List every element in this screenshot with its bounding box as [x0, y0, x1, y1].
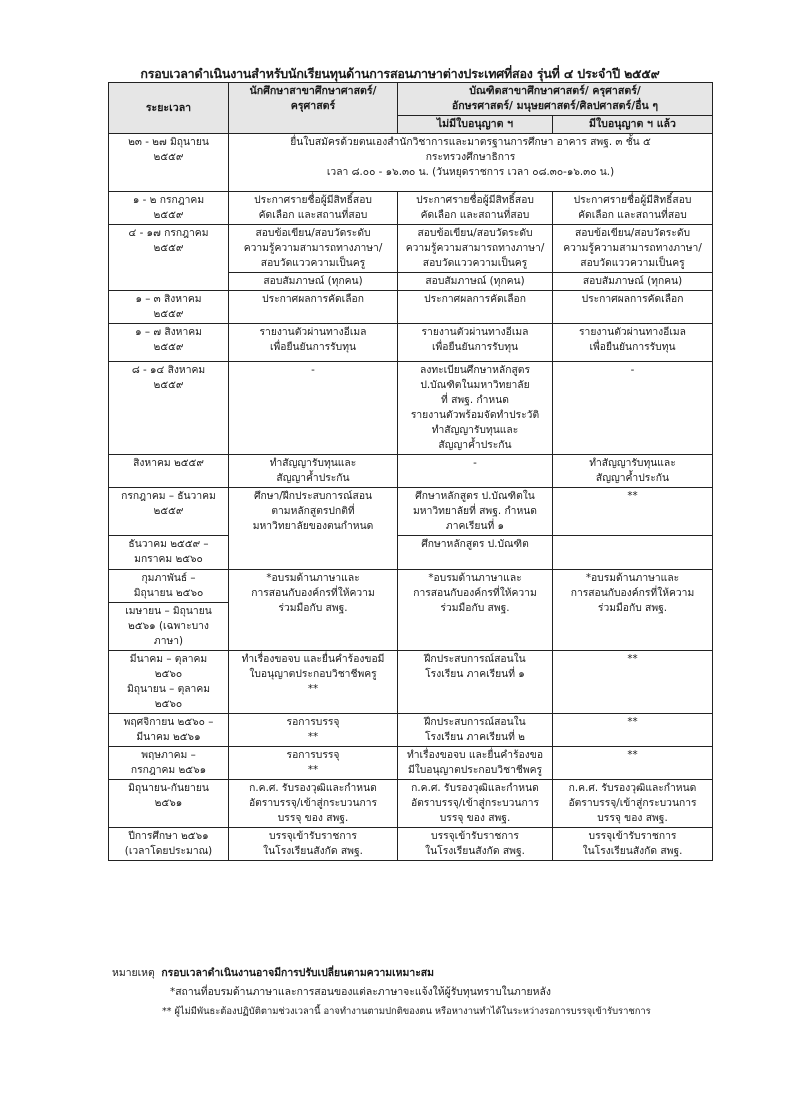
has-license-cell: [553, 192, 713, 225]
cell-text-line: ร่วมมือกับ สพฐ.: [278, 602, 348, 614]
cell-text-line: *อบรมด้านภาษาและ: [585, 572, 680, 584]
cell-text-line: ร่วมมือกับ สพฐ.: [440, 602, 510, 614]
cell-text-line: รายงานตัวผ่านทางอีเมล: [421, 326, 529, 338]
cell-text-line: ฝึกประสบการณ์สอนใน: [424, 653, 526, 665]
has-license-cell: **: [553, 747, 713, 780]
cell-text-line: ในโรงเรียนสังกัด สพฐ.: [263, 845, 363, 857]
cell-text-line: ร่วมมือกับ สพฐ.: [597, 602, 668, 614]
cell-text-line: บรรจุเข้ารับราชการ: [588, 830, 677, 842]
period-cell: [109, 747, 229, 780]
student-cell: [229, 651, 398, 714]
cell-text-line: เวลา ๘.๐๐ - ๑๖.๓๐ น. (วันหยุดราชการ เวลา ๐๘.๓๐-๑๖.๓๐ น.): [326, 166, 615, 178]
cell-text-line: **: [307, 731, 319, 743]
cell-text-line: ยื่นใบสมัครด้วยตนเองสำนักวิชาการและมาตรฐานการศึกษา อาคาร สพฐ. ๓ ชั้น ๕: [290, 136, 651, 148]
cell-text-line: ธันวาคม ๒๕๕๙ –: [128, 538, 209, 550]
student-cell: ประกาศผลการคัดเลือก: [229, 291, 398, 324]
cell-text-line: บัณฑิตสาขาศึกษาศาสตร์/ ครุศาสตร์/: [469, 85, 641, 97]
table-row: [109, 225, 713, 273]
cell-text-line: สอบวัดแววความเป็นครู: [580, 257, 685, 269]
period-cell: [109, 488, 229, 536]
cell-text-line: บรรจุ ของ สพฐ.: [597, 812, 668, 824]
cell-text-line: ป.บัณฑิตในมหาวิทยาลัย: [420, 379, 530, 391]
cell-text-line: *อบรมด้านภาษาและ: [266, 572, 360, 584]
cell-text-line: อัตราบรรจุ/เข้าสู่กระบวนการ: [410, 797, 540, 809]
student-cell: [229, 747, 398, 780]
header-students: [229, 83, 398, 134]
cell-text-line: ความรู้ความสามารถทางภาษา/: [563, 242, 702, 254]
header-graduates: [398, 83, 713, 116]
no-license-cell: [398, 225, 553, 273]
period-cell: [109, 828, 229, 861]
table-row: [109, 362, 713, 455]
table-row: [109, 747, 713, 780]
cell-text-line: ลงทะเบียนศึกษาหลักสูตร: [420, 364, 530, 376]
cell-text-line: ๒๕๕๙: [153, 308, 184, 320]
cell-text-line: ๒๕๕๙: [153, 379, 184, 391]
cell-text-line: รายงานตัวพร้อมจัดทำประวัติ: [410, 409, 540, 421]
cell-text-line: ทำเรื่องขอจบ และยื่นคำร้องขอ: [406, 749, 544, 761]
cell-text-line: ฝึกประสบการณ์สอนใน: [424, 716, 526, 728]
student-cell: [229, 324, 398, 362]
student-cell: [229, 192, 398, 225]
student-cell: [229, 780, 398, 828]
table-row: [109, 134, 713, 192]
cell-text-line: ๒๕๖๑ (เฉพาะบาง: [128, 620, 209, 632]
has-license-cell: [553, 324, 713, 362]
cell-text-line: ภาคเรียนที่ ๑: [445, 520, 505, 532]
notes-main: กรอบเวลาดำเนินงานอาจมีการปรับเปลี่ยนตามความเหมาะสม: [161, 967, 434, 979]
cell-text-line: ๒๓ - ๒๗ มิถุนายน: [128, 136, 209, 148]
cell-text-line: มิถุนายน – ตุลาคม: [126, 683, 211, 695]
student-cell: -: [229, 362, 398, 455]
cell-text-line: เพื่อยืนยันการรับทุน: [269, 341, 357, 353]
cell-text-line: ๒๕๖๑: [154, 797, 183, 809]
period-cell: [109, 536, 229, 570]
period-cell: [109, 324, 229, 362]
has-license-cell: [553, 780, 713, 828]
cell-text-line: โรงเรียน ภาคเรียนที่ ๒: [425, 731, 525, 743]
period-cell: [109, 570, 229, 603]
cell-text-line: อัตราบรรจุ/เข้าสู่กระบวนการ: [568, 797, 697, 809]
cell-text-line: มีนาคม – ตุลาคม: [129, 653, 208, 665]
cell-text-line: ครุศาสตร์: [290, 100, 336, 112]
cell-text-line: ภาษา): [153, 635, 184, 647]
schedule-table: [108, 82, 713, 861]
table-row: [109, 828, 713, 861]
cell-text-line: การสอนกับองค์กรที่ให้ความ: [570, 587, 695, 599]
has-license-cell: [553, 570, 713, 651]
cell-text-line: สอบวัดแววความเป็นครู: [422, 257, 528, 269]
merged-cell: [229, 134, 713, 192]
cell-text-line: ๑ – ๓ สิงหาคม: [135, 293, 202, 305]
cell-text-line: มหาวิทยาลัยของตนกำหนด: [252, 520, 374, 532]
cell-text-line: บรรจุ ของ สพฐ.: [439, 812, 511, 824]
table-row: [109, 651, 713, 714]
cell-text-line: **: [307, 764, 319, 776]
table-row: [109, 455, 713, 488]
period-cell: [109, 134, 229, 192]
cell-text-line: ๒๕๕๙: [153, 209, 184, 221]
cell-text-line: สอบข้อเขียน/สอบวัดระดับ: [255, 227, 371, 239]
period-cell: [109, 192, 229, 225]
cell-text-line: ที่ สพฐ. กำหนด: [441, 394, 509, 406]
cell-text-line: กรกฎาคม ๒๕๖๑: [130, 764, 207, 776]
no-license-cell: [398, 362, 553, 455]
cell-text-line: อัตราบรรจุ/เข้าสู่กระบวนการ: [248, 797, 378, 809]
has-license-cell: **: [553, 488, 713, 536]
cell-text-line: เมษายน – มิถุนายน: [125, 605, 212, 617]
cell-text-line: ความรู้ความสามารถทางภาษา/: [405, 242, 545, 254]
table-row: [109, 488, 713, 536]
cell-text-line: ทำสัญญารับทุนและ: [431, 424, 519, 436]
cell-text-line: สัญญาค้ำประกัน: [438, 439, 512, 451]
cell-text-line: สอบวัดแววความเป็นครู: [260, 257, 366, 269]
cell-text-line: ทำสัญญารับทุนและ: [589, 457, 676, 469]
cell-text-line: โรงเรียน ภาคเรียนที่ ๑: [425, 668, 525, 680]
cell-text-line: มีใบอนุญาตประกอบวิชาชีพครู: [407, 764, 543, 776]
cell-text-line: **: [307, 683, 319, 695]
cell-text-line: รอการบรรจุ: [286, 716, 340, 728]
cell-text-line: การสอนกับองค์กรที่ให้ความ: [251, 587, 375, 599]
student-cell: [229, 488, 398, 570]
cell-text-line: การสอนกับองค์กรที่ให้ความ: [413, 587, 537, 599]
cell-text-line: รายงานตัวผ่านทางอีเมล: [579, 326, 686, 338]
table-row: [109, 714, 713, 747]
period-cell: [109, 714, 229, 747]
period-cell: [109, 362, 229, 455]
cell-text-line: ๒๕๕๙: [153, 151, 184, 163]
cell-text-line: (เวลาโดยประมาณ): [124, 845, 213, 857]
cell-text-line: บรรจุเข้ารับราชการ: [431, 830, 519, 842]
cell-text-line: คัดเลือก และสถานที่สอบ: [578, 209, 687, 221]
has-license-cell: **: [553, 651, 713, 714]
has-license-cell: [553, 225, 713, 273]
cell-text-line: ความรู้ความสามารถทางภาษา/: [243, 242, 383, 254]
cell-text-line: กุมภาพันธ์ –: [141, 572, 196, 584]
cell-text-line: ศึกษา/ฝึกประสบการณ์สอน: [253, 490, 373, 502]
cell-text-line: พฤศจิกายน ๒๕๖๐ –: [123, 716, 214, 728]
cell-text-line: บรรจุ ของ สพฐ.: [277, 812, 349, 824]
cell-text-line: ในโรงเรียนสังกัด สพฐ.: [582, 845, 683, 857]
notes-label: หมายเหตุ: [112, 967, 155, 979]
has-license-cell: [553, 828, 713, 861]
cell-text-line: คัดเลือก และสถานที่สอบ: [420, 209, 530, 221]
cell-text-line: สัญญาค้ำประกัน: [276, 472, 350, 484]
student-cell: สอบสัมภาษณ์ (ทุกคน): [229, 273, 398, 291]
no-license-cell: ประกาศผลการคัดเลือก: [398, 291, 553, 324]
student-cell: [229, 570, 398, 651]
cell-text-line: ๒๕๖๐: [154, 668, 183, 680]
header-no-license: ไม่มีใบอนุญาต ฯ: [398, 116, 553, 134]
note-star1: *สถานที่อบรมด้านภาษาและการสอนของแต่ละภาษาจะแจ้งให้ผู้รับทุนทราบในภายหลัง: [170, 986, 551, 998]
cell-text-line: สัญญาค้ำประกัน: [595, 472, 670, 484]
cell-text-line: สอบข้อเขียน/สอบวัดระดับ: [417, 227, 533, 239]
cell-text-line: ใบอนุญาตประกอบวิชาชีพครู: [249, 668, 377, 680]
table-row: [109, 536, 713, 570]
cell-text-line: ประกาศรายชื่อผู้มีสิทธิ์สอบ: [416, 194, 534, 206]
has-license-cell: -: [553, 362, 713, 455]
no-license-cell: [398, 651, 553, 714]
cell-text-line: ๑ – ๗ สิงหาคม: [135, 326, 202, 338]
cell-text-line: กรกฎาคม – ธันวาคม: [121, 490, 216, 502]
period-cell: [109, 651, 229, 714]
no-license-cell: -: [398, 455, 553, 488]
table-row: [109, 291, 713, 324]
cell-text-line: ๘ - ๑๔ สิงหาคม: [131, 364, 206, 376]
cell-text-line: ในโรงเรียนสังกัด สพฐ.: [425, 845, 525, 857]
cell-text-line: มกราคม ๒๕๖๐: [134, 553, 203, 565]
cell-text-line: ทำสัญญารับทุนและ: [269, 457, 357, 469]
cell-text-line: กระทรวงศึกษาธิการ: [425, 151, 516, 163]
has-license-cell: [553, 455, 713, 488]
has-license-cell: [553, 536, 713, 570]
cell-text-line: รายงานตัวผ่านทางอีเมล: [259, 326, 367, 338]
schedule-body: [109, 134, 713, 861]
no-license-cell: [398, 714, 553, 747]
cell-text-line: มีนาคม ๒๕๖๑: [136, 731, 201, 743]
notes-section: [112, 964, 651, 1017]
header-period: ระยะเวลา: [109, 83, 229, 134]
table-row: [109, 324, 713, 362]
cell-text-line: เพื่อยืนยันการรับทุน: [431, 341, 519, 353]
cell-text-line: ประกาศรายชื่อผู้มีสิทธิ์สอบ: [573, 194, 692, 206]
no-license-cell: [398, 192, 553, 225]
document-title: กรอบเวลาดำเนินงานสำหรับนักเรียนทุนด้านการสอนภาษาต่างประเทศที่สอง รุ่นที่ ๔ ประจำปี ๒๕๕๙: [140, 66, 660, 81]
table-row: [109, 570, 713, 603]
cell-text-line: ทำเรื่องขอจบ และยื่นคำร้องขอมี: [241, 653, 385, 665]
cell-text-line: รอการบรรจุ: [286, 749, 340, 761]
cell-text-line: ตามหลักสูตรปกติที่: [271, 505, 355, 517]
no-license-cell: สอบสัมภาษณ์ (ทุกคน): [398, 273, 553, 291]
cell-text-line: คัดเลือก และสถานที่สอบ: [258, 209, 368, 221]
note-star2: ** ผู้ไม่มีพันธะต้องปฏิบัติตามช่วงเวลานี้ อาจทำงานตามปกติของตน หรือหางานทำได้ในระหว่างรอการบรรจุเข้ารับราชการ: [162, 1006, 651, 1017]
no-license-cell: ศึกษาหลักสูตร ป.บัณฑิต: [398, 536, 553, 570]
student-cell: [229, 225, 398, 273]
cell-text-line: ก.ค.ศ. รับรองวุฒิและกำหนด: [411, 782, 539, 794]
period-cell: สิงหาคม ๒๕๕๙: [109, 455, 229, 488]
cell-text-line: มิถุนายน-กันยายน: [128, 782, 209, 794]
no-license-cell: [398, 828, 553, 861]
cell-text-line: พฤษภาคม –: [141, 749, 196, 761]
period-cell: [109, 291, 229, 324]
cell-text-line: บรรจุเข้ารับราชการ: [269, 830, 357, 842]
no-license-cell: [398, 324, 553, 362]
student-cell: [229, 828, 398, 861]
cell-text-line: *อบรมด้านภาษาและ: [428, 572, 522, 584]
student-cell: [229, 455, 398, 488]
cell-text-line: ๔ - ๑๗ กรกฎาคม: [128, 227, 209, 239]
header-has-license: มีใบอนุญาต ฯ แล้ว: [553, 116, 713, 134]
period-cell: [109, 780, 229, 828]
cell-text-line: เพื่อยืนยันการรับทุน: [589, 341, 676, 353]
cell-text-line: ปีการศึกษา ๒๕๖๑: [128, 830, 209, 842]
cell-text-line: ๒๕๖๐: [154, 698, 183, 710]
no-license-cell: [398, 488, 553, 536]
cell-text-line: ก.ค.ศ. รับรองวุฒิและกำหนด: [568, 782, 697, 794]
cell-text-line: อักษรศาสตร์/ มนุษยศาสตร์/ศิลปศาสตร์/อื่น ๆ: [451, 100, 659, 112]
has-license-cell: ประกาศผลการคัดเลือก: [553, 291, 713, 324]
cell-text-line: ก.ค.ศ. รับรองวุฒิและกำหนด: [249, 782, 377, 794]
cell-text-line: มหาวิทยาลัยที่ สพฐ. กำหนด: [413, 505, 537, 517]
table-row: [109, 192, 713, 225]
student-cell: [229, 714, 398, 747]
no-license-cell: [398, 747, 553, 780]
cell-text-line: ประกาศรายชื่อผู้มีสิทธิ์สอบ: [254, 194, 372, 206]
no-license-cell: [398, 780, 553, 828]
cell-text-line: ๒๕๕๙: [153, 341, 184, 353]
table-row: [109, 780, 713, 828]
cell-text-line: นักศึกษาสาขาศึกษาศาสตร์/: [249, 85, 377, 97]
cell-text-line: ๒๕๕๙: [153, 505, 184, 517]
period-cell: [109, 225, 229, 291]
cell-text-line: มิถุนายน ๒๕๖๐: [133, 587, 204, 599]
no-license-cell: [398, 570, 553, 651]
cell-text-line: สอบข้อเขียน/สอบวัดระดับ: [574, 227, 691, 239]
cell-text-line: ศึกษาหลักสูตร ป.บัณฑิตใน: [415, 490, 535, 502]
has-license-cell: **: [553, 714, 713, 747]
cell-text-line: ๒๕๕๙: [153, 242, 184, 254]
has-license-cell: สอบสัมภาษณ์ (ทุกคน): [553, 273, 713, 291]
period-cell: [109, 603, 229, 651]
cell-text-line: ๑ - ๒ กรกฎาคม: [132, 194, 205, 206]
